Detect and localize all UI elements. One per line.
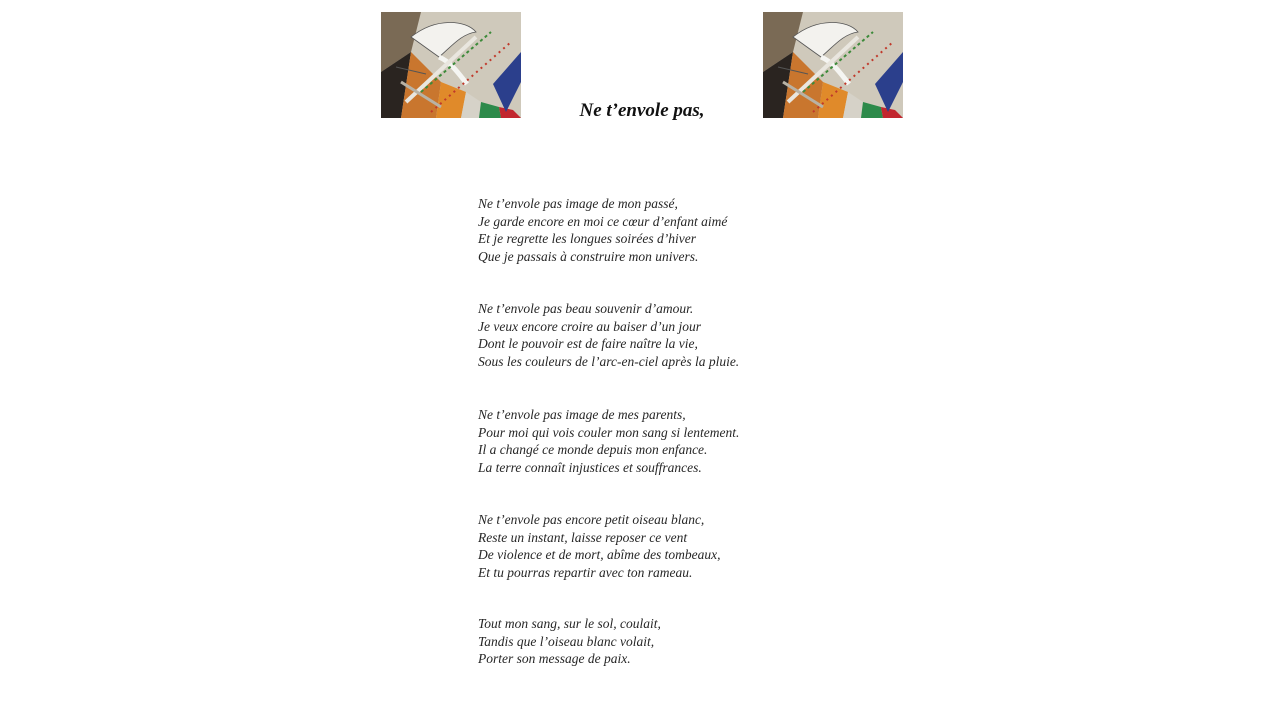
poem-line: Tout mon sang, sur le sol, coulait, [478,616,661,631]
poem-line: Ne t’envole pas image de mon passé, [478,196,678,211]
stanza [478,511,898,581]
stanza [478,406,898,476]
poem-line: Que je passais à construire mon univers. [478,248,699,264]
poem-line: De violence et de mort, abîme des tombeaux, [478,547,721,562]
poem-line: Ne t’envole pas image de mes parents, [478,407,686,422]
poem-title: Ne t’envole pas, [579,100,705,121]
poem-header [381,12,903,122]
stanza [478,615,898,668]
poem-line: Et tu pourras repartir avec ton rameau. [478,564,693,580]
poem-line: Il a changé ce monde depuis mon enfance. [478,442,708,457]
dove-painting-icon [763,12,903,118]
poem-line: Ne t’envole pas beau souvenir d’amour. [478,301,694,316]
poem-line: Reste un instant, laisse reposer ce vent [478,529,688,545]
poem-line: Je veux encore croire au baiser d’un jour [478,318,702,334]
poem-line: Porter son message de paix. [478,651,631,666]
poem-line: La terre connaît injustices et souffrances. [478,459,702,475]
poem-line: Je garde encore en moi ce cœur d’enfant aimé [478,213,728,229]
poem-line: Dont le pouvoir est de faire naître la vie, [478,336,698,351]
poem-line: Pour moi qui vois couler mon sang si lentement. [478,424,740,440]
poem-line: Sous les couleurs de l’arc-en-ciel après la pluie. [478,353,740,369]
poem-line: Et je regrette les longues soirées d’hiver [478,231,696,246]
poem-line: Ne t’envole pas encore petit oiseau blanc, [478,512,705,527]
dove-painting-icon [381,12,521,118]
poem-body [478,195,898,703]
stanza [478,195,898,265]
poem-line: Tandis que l’oiseau blanc volait, [478,633,655,649]
stanza [478,300,898,370]
